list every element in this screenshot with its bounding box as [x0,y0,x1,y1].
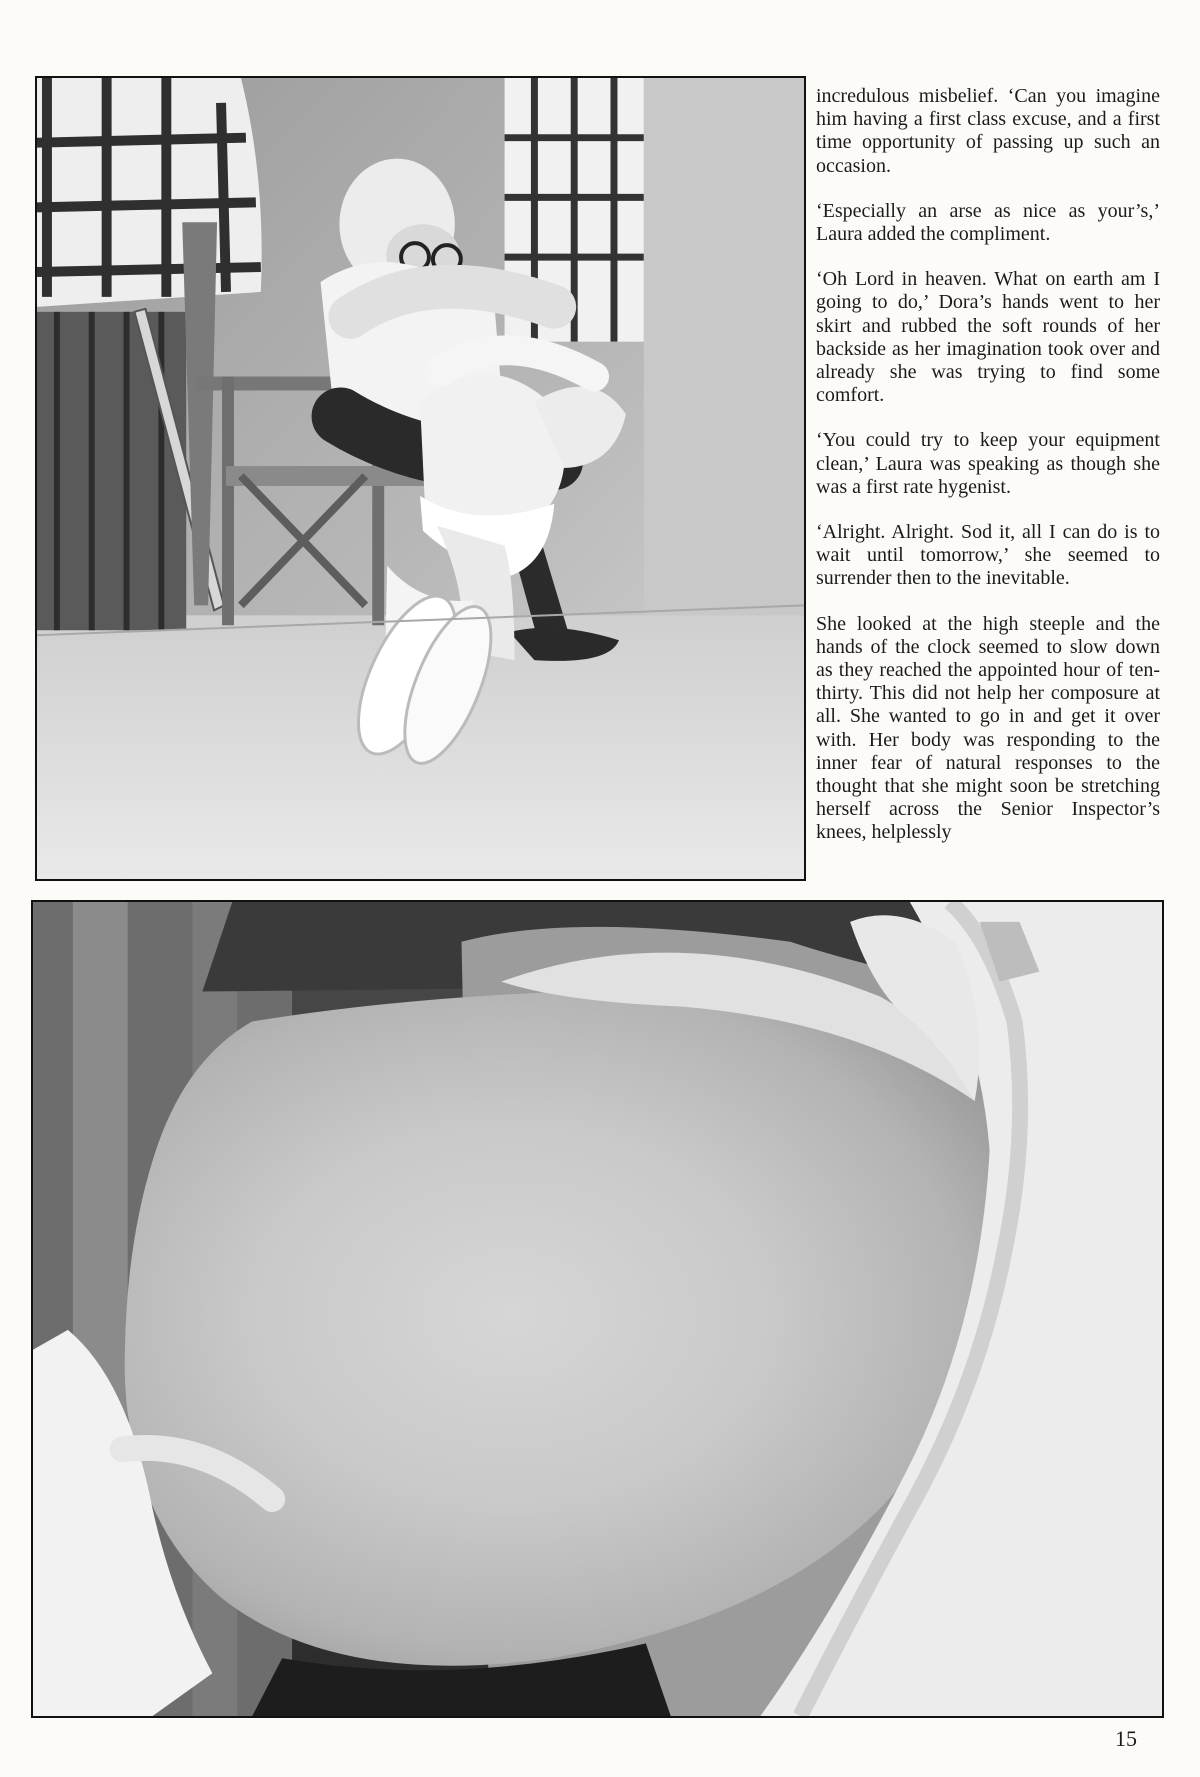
article-text-column [816,85,1160,867]
article-paragraph: ‘Alright. Alright. Sod it, all I can do is to wait until tomorrow,’ she seemed to surrender then to the inevitable. [816,521,1160,590]
article-paragraph: ‘Especially an arse as nice as your’s,’ Laura added the compliment. [816,199,1160,246]
article-paragraph: She looked at the high steeple and the hands of the clock seemed to slow down as they reached the appointed hour of ten-thirty. This did not help her composure at all. She wanted to go in and get it over with. Her body was responding to the inner fear of natural responses to the thought that she might soon be stretching herself across the Senior Inspector’s knees, helplessly [816,612,1160,844]
photo-top-image [37,78,804,879]
article-paragraph: ‘You could try to keep your equipment clean,’ Laura was speaking as though she was a first rate hygenist. [816,429,1160,498]
photo-bottom [31,900,1164,1718]
photo-top [35,76,806,881]
article-paragraph: ‘Oh Lord in heaven. What on earth am I going to do,’ Dora’s hands went to her skirt and rubbed the soft rounds of her backside as her imagination took over and already she was trying to find some comfort. [816,268,1160,407]
page-number: 15 [1115,1726,1137,1751]
article-paragraph: incredulous misbelief. ‘Can you imagine him having a first class excuse, and a first time opportunity of passing up such an occasion. [816,85,1160,177]
photo-bottom-image [33,902,1162,1716]
